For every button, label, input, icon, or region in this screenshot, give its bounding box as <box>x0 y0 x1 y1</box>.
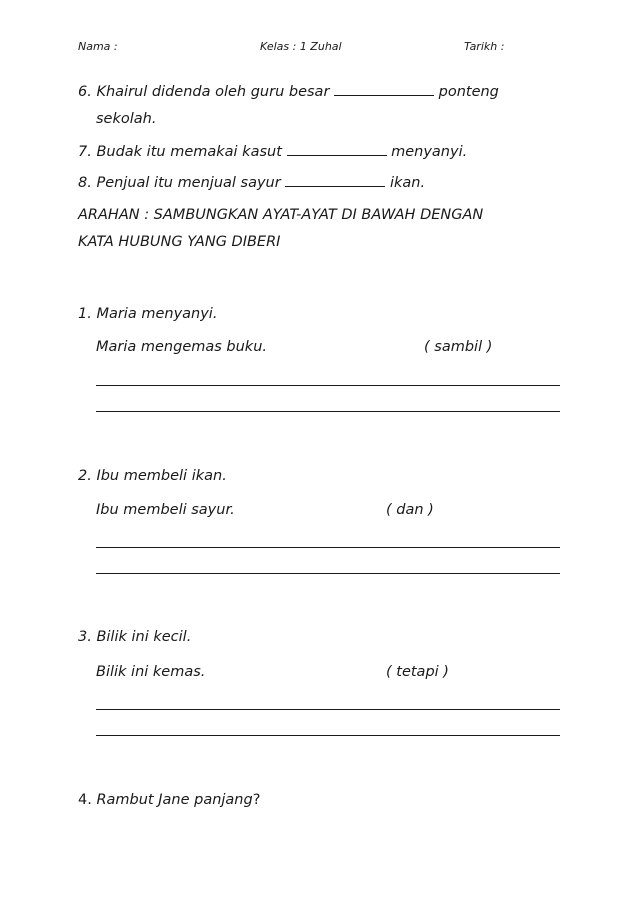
item-number: 1. <box>78 306 92 322</box>
header-kelas: Kelas : 1 Zuhal <box>260 40 342 53</box>
sentence-1: Maria menyanyi. <box>96 306 218 322</box>
item-number: 6. <box>78 84 92 100</box>
sentence-1: Bilik ini kecil. <box>96 629 192 645</box>
fill-item-6 <box>78 82 499 101</box>
instruction-line-2: KATA HUBUNG YANG DIBERI <box>78 234 281 250</box>
conjunction-hint: ( sambil ) <box>424 339 493 355</box>
sentence-2: Maria mengemas buku. <box>96 339 268 355</box>
join-item-4 <box>78 791 260 809</box>
join-item-1 <box>78 305 217 323</box>
question-mark: ? <box>252 792 261 808</box>
item-text-before: Budak itu memakai kasut <box>96 144 282 160</box>
item-number: 7. <box>78 144 92 160</box>
sentence-2: Ibu membeli sayur. <box>96 502 235 518</box>
conjunction-hint: ( dan ) <box>386 502 434 518</box>
fill-item-7 <box>78 142 467 161</box>
fill-item-8 <box>78 173 425 192</box>
sentence-1: Rambut Jane panjang <box>96 792 253 808</box>
item-text-after: ikan. <box>389 175 426 191</box>
answer-line[interactable] <box>96 411 560 412</box>
answer-blank[interactable] <box>285 173 385 187</box>
sentence-2: Bilik ini kemas. <box>96 664 206 680</box>
answer-line[interactable] <box>96 385 560 386</box>
item-text-after: ponteng <box>438 84 499 100</box>
item-number: 4. <box>78 792 92 808</box>
item-number: 3. <box>78 629 92 645</box>
join-item-3 <box>78 628 191 646</box>
item-number: 8. <box>78 175 92 191</box>
answer-line[interactable] <box>96 573 560 574</box>
sentence-1: Ibu membeli ikan. <box>96 468 227 484</box>
answer-line[interactable] <box>96 709 560 710</box>
header-nama: Nama : <box>78 40 118 53</box>
fill-item-6-continuation: sekolah. <box>96 111 157 127</box>
item-text-after: menyanyi. <box>391 144 468 160</box>
conjunction-hint: ( tetapi ) <box>386 664 449 680</box>
answer-blank[interactable] <box>334 82 434 96</box>
answer-line[interactable] <box>96 735 560 736</box>
join-item-2 <box>78 467 227 485</box>
answer-line[interactable] <box>96 547 560 548</box>
header-tarikh: Tarikh : <box>464 40 505 53</box>
instruction-line-1: ARAHAN : SAMBUNGKAN AYAT-AYAT DI BAWAH DENGAN <box>78 207 484 223</box>
item-number: 2. <box>78 468 92 484</box>
item-text-before: Khairul didenda oleh guru besar <box>96 84 330 100</box>
item-text-before: Penjual itu menjual sayur <box>96 175 281 191</box>
answer-blank[interactable] <box>287 142 387 156</box>
